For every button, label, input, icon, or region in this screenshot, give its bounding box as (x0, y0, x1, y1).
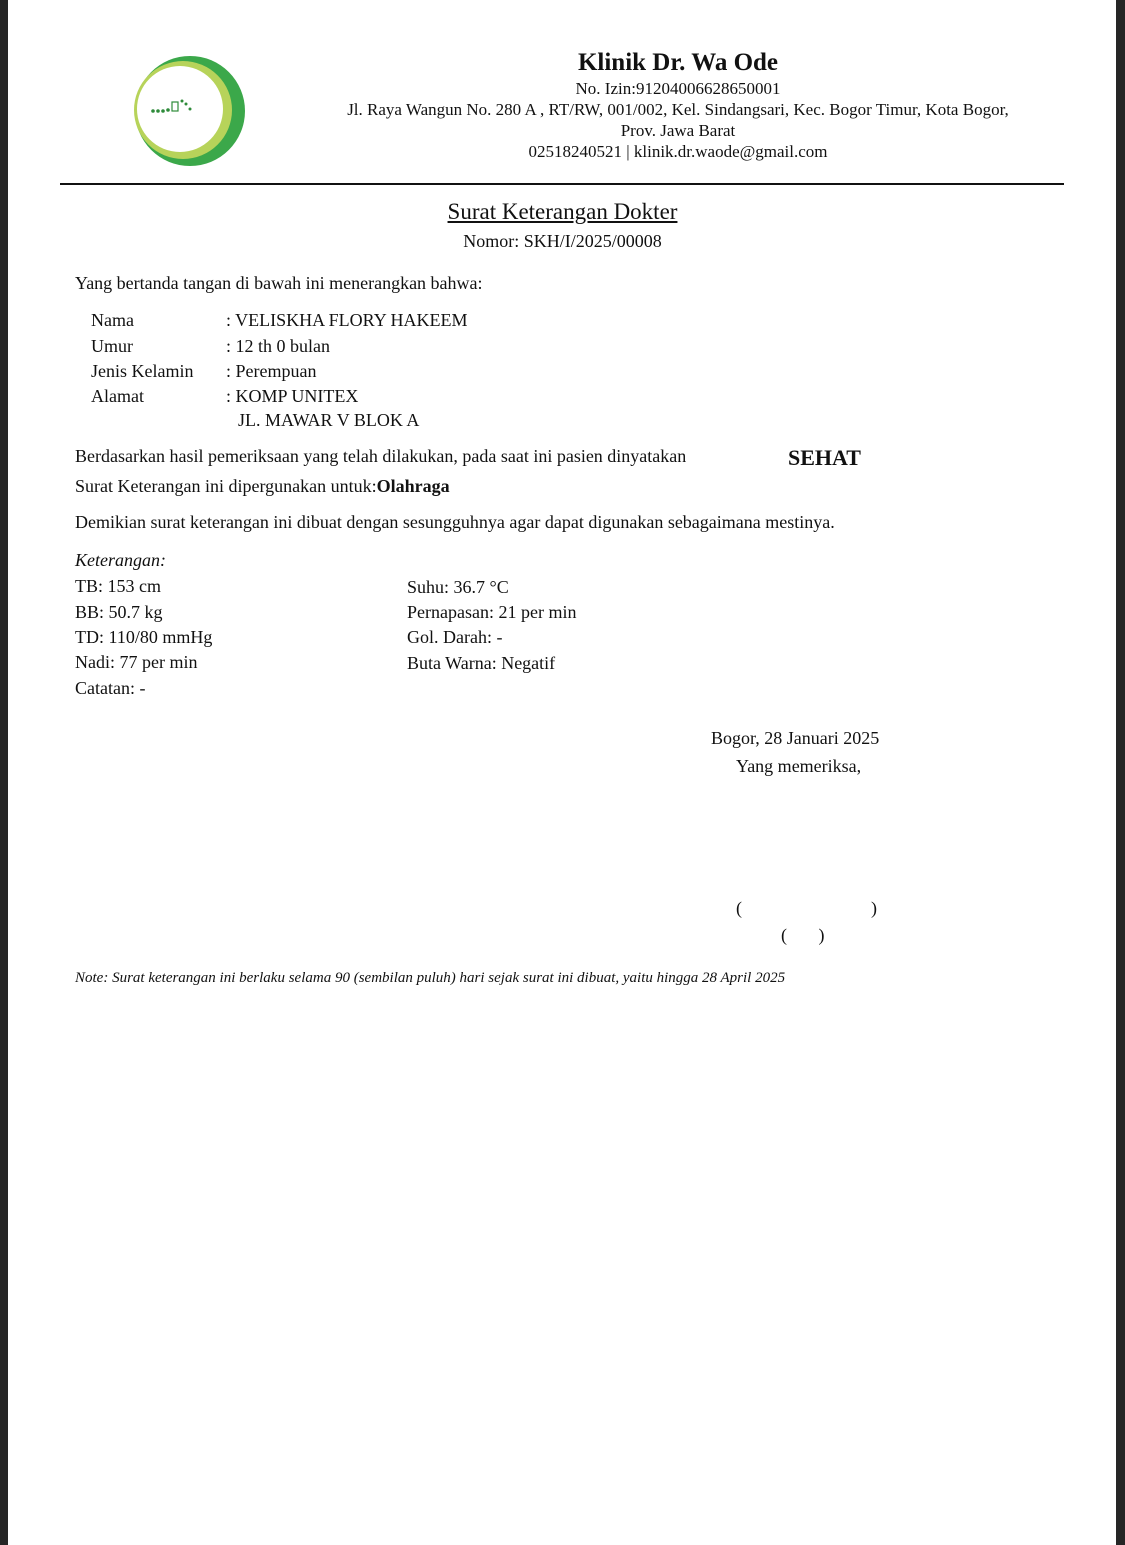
clinic-name: Klinik Dr. Wa Ode (577, 49, 779, 76)
examiner-label: Yang memeriksa, (736, 756, 862, 776)
respiration-value: Pernapasan: 21 per min (407, 602, 577, 622)
intro-text: Yang bertanda tangan di bawah ini menerangkan bahwa: (75, 273, 483, 293)
gender-value: : Perempuan (226, 361, 317, 381)
weight-value: BB: 50.7 kg (75, 602, 163, 622)
blood-pressure-value: TD: 110/80 mmHg (75, 627, 213, 647)
header-divider (60, 183, 1064, 185)
name-value: : VELISKHA FLORY HAKEEM (226, 310, 468, 330)
height-value: TB: 153 cm (75, 576, 161, 596)
notes-value: Catatan: - (75, 678, 146, 698)
color-blindness-value: Buta Warna: Negatif (407, 653, 556, 673)
document-number: Nomor: SKH/I/2025/00008 (463, 231, 662, 251)
purpose-value: Olahraga (376, 476, 450, 496)
purpose-sentence (75, 474, 450, 498)
address-line-2: Prov. Jawa Barat (620, 121, 736, 140)
closing-text: Demikian surat keterangan ini dibuat dengan sesungguhnya agar dapat digunakan sebagaimana mestinya. (75, 512, 835, 532)
letterhead (300, 48, 1056, 162)
place-date: Bogor, 28 Januari 2025 (711, 728, 880, 748)
signature-paren-close: ) (871, 898, 877, 918)
age-label: Umur (91, 336, 133, 356)
clinic-logo (132, 50, 248, 172)
signature-paren-open: ( (736, 898, 742, 918)
address-value-2: JL. MAWAR V BLOK A (238, 410, 420, 430)
temperature-value: Suhu: 36.7 °C (407, 577, 509, 597)
age-value: : 12 th 0 bulan (226, 336, 330, 356)
blood-type-value: Gol. Darah: - (407, 627, 503, 647)
health-status: SEHAT (788, 445, 861, 470)
address-line-1: Jl. Raya Wangun No. 280 A , RT/RW, 001/002, Kel. Sindangsari, Kec. Bogor Timur, Kota Bogor, (347, 100, 1009, 119)
contact-info: 02518240521 | klinik.dr.waode@gmail.com (528, 142, 828, 161)
gender-label: Jenis Kelamin (91, 361, 194, 381)
validity-note: Note: Surat keterangan ini berlaku selama 90 (sembilan puluh) hari sejak surat ini dibuat, yaitu hingga 28 April 2025 (75, 970, 786, 986)
license-number: No. Izin:91204006628650001 (575, 79, 781, 98)
result-sentence: Berdasarkan hasil pemeriksaan yang telah dilakukan, pada saat ini pasien dinyatakan (75, 446, 687, 466)
pulse-value: Nadi: 77 per min (75, 652, 198, 672)
document-title: Surat Keterangan Dokter (447, 199, 678, 224)
details-heading: Keterangan: (75, 550, 166, 570)
address-value-1: : KOMP UNITEX (226, 386, 359, 406)
name-label: Nama (91, 310, 134, 330)
purpose-label: Surat Keterangan ini dipergunakan untuk: (75, 476, 377, 496)
address-label: Alamat (91, 386, 144, 406)
signature-small-parens: ( ) (781, 925, 825, 945)
